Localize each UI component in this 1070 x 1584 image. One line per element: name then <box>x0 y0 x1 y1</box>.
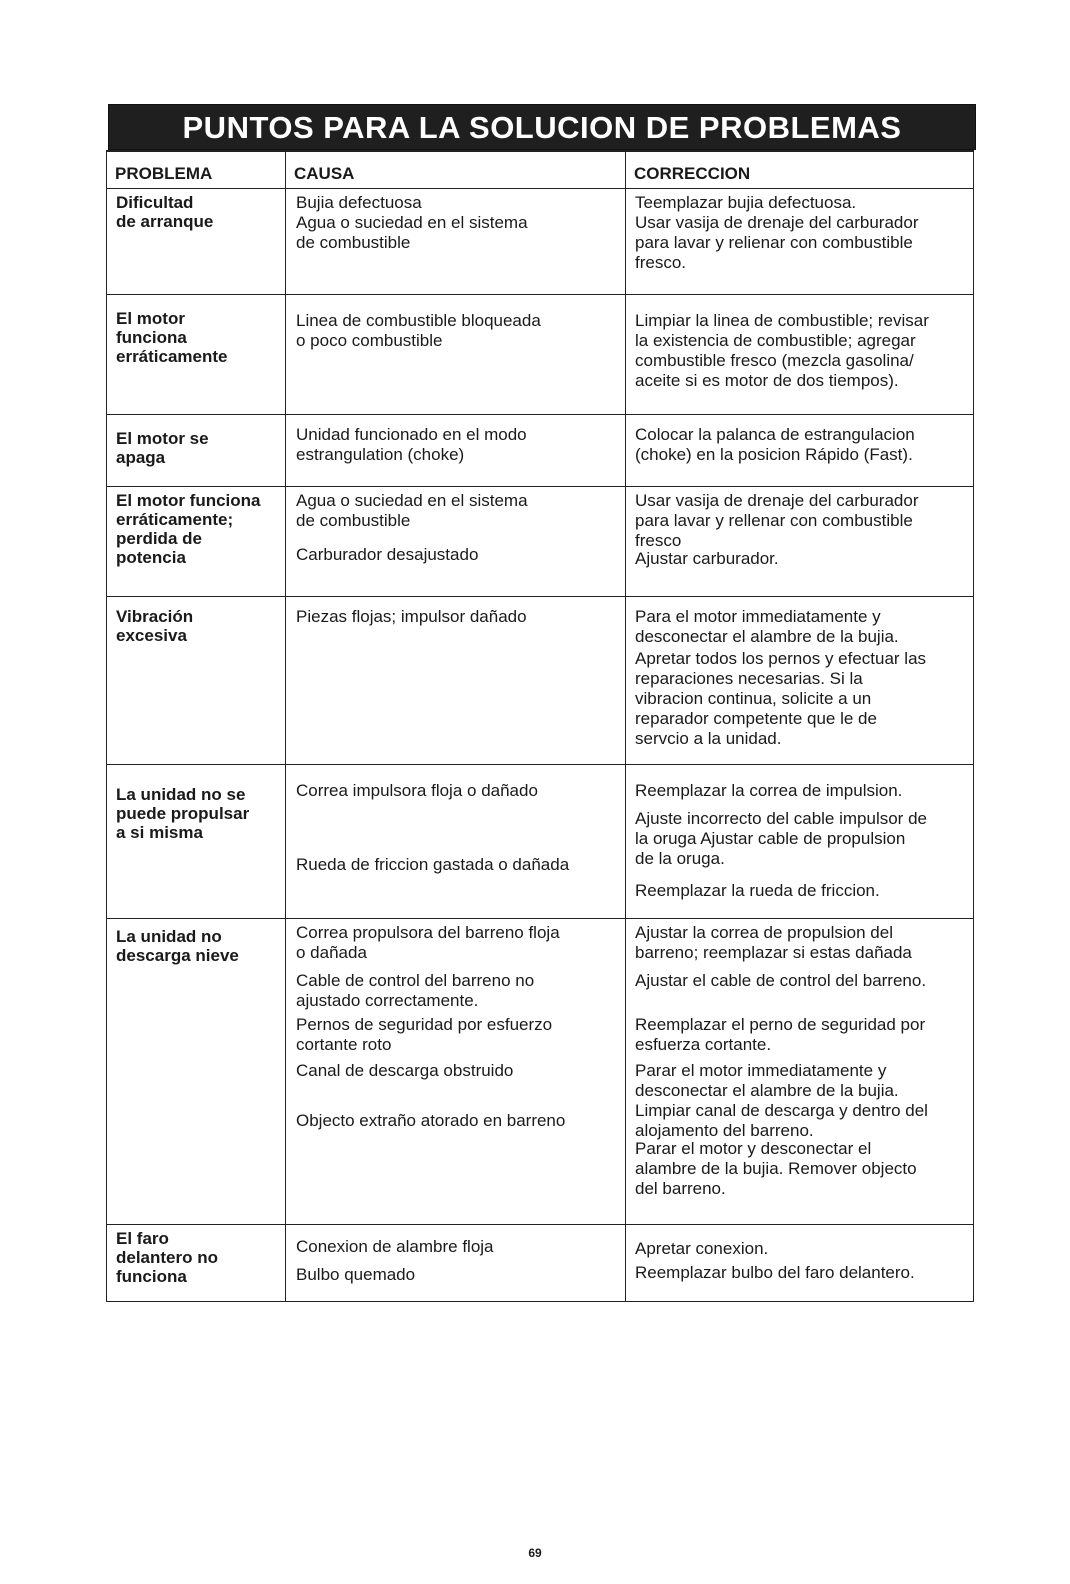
cell-correccion-line: la oruga Ajustar cable de propulsion <box>635 829 906 848</box>
cell-correccion-line: Apretar conexion. <box>635 1239 769 1258</box>
table-row <box>107 1225 973 1301</box>
problema-line: El faro <box>116 1229 169 1248</box>
cell-causa-line: Canal de descarga obstruido <box>296 1061 514 1080</box>
cell-problema <box>107 597 285 764</box>
cell-causa-paragraph <box>296 1015 552 1055</box>
problema-line: Dificultad <box>116 193 194 212</box>
table-row <box>107 415 973 487</box>
problema-line: descarga nieve <box>116 946 239 965</box>
cell-causa-paragraph <box>296 545 478 565</box>
cell-causa-paragraph <box>296 923 560 963</box>
cell-causa-line: Agua o suciedad en el sistema <box>296 213 528 232</box>
problema-line: El motor se <box>116 429 209 448</box>
cell-causa-line: Bujia defectuosa <box>296 193 422 212</box>
cell-causa-line: Agua o suciedad en el sistema <box>296 491 528 510</box>
cell-correccion-line: Colocar la palanca de estrangulacion <box>635 425 915 444</box>
cell-correccion-line: desconectar el alambre de la bujia. <box>635 627 899 646</box>
cell-correccion <box>625 415 973 486</box>
table-body <box>107 189 973 1301</box>
cell-correccion-paragraph <box>635 1061 928 1141</box>
cell-correccion-line: fresco. <box>635 253 687 272</box>
cell-causa <box>285 415 625 486</box>
cell-correccion-line: de la oruga. <box>635 849 725 868</box>
cell-causa-line: Bulbo quemado <box>296 1265 416 1284</box>
cell-causa-line: Correa propulsora del barreno floja <box>296 923 560 942</box>
cell-causa-paragraph <box>296 1111 565 1131</box>
cell-causa-line: o poco combustible <box>296 331 443 350</box>
cell-causa-line: ajustado correctamente. <box>296 991 479 1010</box>
problema-line: a si misma <box>116 823 203 842</box>
cell-correccion-paragraph <box>635 425 915 465</box>
problema-line: erráticamente <box>116 347 228 366</box>
cell-correccion-paragraph <box>635 607 899 647</box>
cell-correccion-line: Apretar todos los pernos y efectuar las <box>635 649 927 668</box>
troubleshooting-table <box>106 150 974 1302</box>
cell-causa-paragraph <box>296 1265 415 1285</box>
cell-correccion <box>625 919 973 1224</box>
cell-correccion-paragraph <box>635 881 880 901</box>
cell-problema <box>107 189 285 294</box>
cell-correccion-line: Para el motor immediatamente y <box>635 607 881 626</box>
problema-line: delantero no <box>116 1248 219 1267</box>
cell-correccion-paragraph <box>635 971 926 991</box>
cell-correccion-line: vibracion continua, solicite a un <box>635 689 872 708</box>
cell-correccion-paragraph <box>635 923 912 963</box>
cell-causa-line: de combustible <box>296 233 411 252</box>
cell-correccion-line: la existencia de combustible; agregar <box>635 331 916 350</box>
cell-correccion-paragraph <box>635 809 927 869</box>
cell-correccion-line: Reemplazar bulbo del faro delantero. <box>635 1263 915 1282</box>
cell-causa <box>285 765 625 918</box>
cell-correccion-line: alambre de la bujia. Remover objecto <box>635 1159 917 1178</box>
cell-causa-paragraph <box>296 607 527 627</box>
cell-causa <box>285 487 625 596</box>
cell-correccion <box>625 189 973 294</box>
table-header <box>107 152 973 189</box>
cell-correccion-paragraph <box>635 549 779 569</box>
cell-correccion-line: servcio a la unidad. <box>635 729 782 748</box>
problema-line: potencia <box>116 548 186 567</box>
problema-line: perdida de <box>116 529 202 548</box>
cell-causa-line: Rueda de friccion gastada o dañada <box>296 855 570 874</box>
cell-causa-line: Cable de control del barreno no <box>296 971 535 990</box>
problema-line: El motor funciona <box>116 491 261 510</box>
table-row <box>107 919 973 1225</box>
table-row <box>107 597 973 765</box>
cell-correccion-line: barreno; reemplazar si estas dañada <box>635 943 912 962</box>
cell-correccion-paragraph <box>635 781 902 801</box>
cell-correccion-line: reparaciones necesarias. Si la <box>635 669 863 688</box>
cell-causa-paragraph <box>296 971 534 1011</box>
cell-causa-paragraph <box>296 855 569 875</box>
cell-causa-paragraph <box>296 491 528 531</box>
cell-correccion <box>625 487 973 596</box>
cell-causa-line: Pernos de seguridad por esfuerzo <box>296 1015 553 1034</box>
cell-causa-line: Carburador desajustado <box>296 545 479 564</box>
cell-correccion-line: Usar vasija de drenaje del carburador <box>635 213 919 232</box>
cell-problema <box>107 295 285 414</box>
cell-correccion-line: Ajuste incorrecto del cable impulsor de <box>635 809 927 828</box>
problema-line: excesiva <box>116 626 187 645</box>
cell-causa <box>285 295 625 414</box>
problema-line: apaga <box>116 448 166 467</box>
problema-line: Vibración <box>116 607 194 626</box>
cell-causa <box>285 919 625 1224</box>
cell-correccion-line: Teemplazar bujia defectuosa. <box>635 193 857 212</box>
cell-causa-paragraph <box>296 311 541 351</box>
cell-causa-line: Unidad funcionado en el modo <box>296 425 527 444</box>
cell-correccion-line: alojamento del barreno. <box>635 1121 814 1140</box>
problema-line: funciona <box>116 328 187 347</box>
cell-correccion-paragraph <box>635 1139 917 1199</box>
table-row <box>107 189 973 295</box>
cell-causa-line: de combustible <box>296 511 411 530</box>
problema-line: funciona <box>116 1267 187 1286</box>
cell-correccion-line: para lavar y rellenar con combustible <box>635 511 913 530</box>
title-banner <box>108 104 976 150</box>
cell-causa-paragraph <box>296 781 538 801</box>
cell-problema <box>107 765 285 918</box>
cell-correccion-line: Ajustar carburador. <box>635 549 779 568</box>
page-number: 69 <box>528 1546 542 1560</box>
page-title: PUNTOS PARA LA SOLUCION DE PROBLEMAS <box>182 109 902 145</box>
cell-correccion-line: reparador competente que le de <box>635 709 877 728</box>
cell-problema <box>107 415 285 486</box>
cell-correccion-line: aceite si es motor de dos tiempos). <box>635 371 899 390</box>
cell-correccion-line: Reemplazar la correa de impulsion. <box>635 781 903 800</box>
cell-causa-line: Correa impulsora floja o dañado <box>296 781 538 800</box>
cell-causa-line: o dañada <box>296 943 367 962</box>
cell-correccion-line: desconectar el alambre de la bujia. <box>635 1081 899 1100</box>
cell-causa-line: Objecto extraño atorado en barreno <box>296 1111 566 1130</box>
problema-line: de arranque <box>116 212 214 231</box>
cell-correccion-paragraph <box>635 649 926 749</box>
cell-correccion-line: Parar el motor immediatamente y <box>635 1061 887 1080</box>
cell-correccion-line: fresco <box>635 531 682 550</box>
header-problema: PROBLEMA <box>115 164 213 183</box>
cell-causa-line: cortante roto <box>296 1035 392 1054</box>
cell-correccion-paragraph <box>635 193 856 213</box>
cell-causa-paragraph <box>296 193 422 213</box>
problema-line: erráticamente; <box>116 510 234 529</box>
problema-line: El motor <box>116 309 185 328</box>
cell-correccion <box>625 1225 973 1301</box>
cell-causa-line: Linea de combustible bloqueada <box>296 311 541 330</box>
cell-correccion-line: Parar el motor y desconectar el <box>635 1139 872 1158</box>
cell-correccion-line: Reemplazar el perno de seguridad por <box>635 1015 926 1034</box>
cell-correccion-line: Reemplazar la rueda de friccion. <box>635 881 880 900</box>
cell-correccion-line: para lavar y relienar con combustible <box>635 233 913 252</box>
cell-correccion-line: combustible fresco (mezcla gasolina/ <box>635 351 914 370</box>
cell-correccion-line: Limpiar la linea de combustible; revisar <box>635 311 929 330</box>
table-row <box>107 295 973 415</box>
cell-problema <box>107 487 285 596</box>
cell-correccion-line: Limpiar canal de descarga y dentro del <box>635 1101 928 1120</box>
cell-correccion <box>625 765 973 918</box>
cell-correccion-paragraph <box>635 213 919 273</box>
cell-correccion <box>625 597 973 764</box>
cell-correccion-line: Ajustar la correa de propulsion del <box>635 923 893 942</box>
cell-causa <box>285 597 625 764</box>
cell-problema <box>107 919 285 1224</box>
table-row <box>107 487 973 597</box>
problema-line: La unidad no <box>116 927 222 946</box>
cell-correccion-paragraph <box>635 311 929 391</box>
cell-correccion-line: Usar vasija de drenaje del carburador <box>635 491 919 510</box>
cell-correccion-paragraph <box>635 1239 768 1259</box>
cell-causa-line: Piezas flojas; impulsor dañado <box>296 607 527 626</box>
cell-causa-paragraph <box>296 1237 494 1257</box>
cell-correccion-paragraph <box>635 1015 925 1055</box>
cell-correccion-paragraph <box>635 491 919 551</box>
header-causa: CAUSA <box>285 152 625 188</box>
cell-correccion-line: Ajustar el cable de control del barreno. <box>635 971 927 990</box>
table-row <box>107 765 973 919</box>
problema-line: La unidad no se <box>116 785 246 804</box>
problema-line: puede propulsar <box>116 804 250 823</box>
cell-causa <box>285 189 625 294</box>
cell-causa <box>285 1225 625 1301</box>
cell-causa-paragraph <box>296 425 527 465</box>
cell-correccion-line: del barreno. <box>635 1179 726 1198</box>
cell-correccion <box>625 295 973 414</box>
cell-correccion-paragraph <box>635 1263 915 1283</box>
cell-causa-line: Conexion de alambre floja <box>296 1237 494 1256</box>
cell-causa-line: estrangulation (choke) <box>296 445 465 464</box>
cell-correccion-line: esfuerza cortante. <box>635 1035 772 1054</box>
header-correccion: CORRECCION <box>625 152 973 188</box>
cell-problema <box>107 1225 285 1301</box>
cell-causa-paragraph <box>296 213 528 253</box>
cell-causa-paragraph <box>296 1061 513 1081</box>
cell-correccion-line: (choke) en la posicion Rápido (Fast). <box>635 445 913 464</box>
